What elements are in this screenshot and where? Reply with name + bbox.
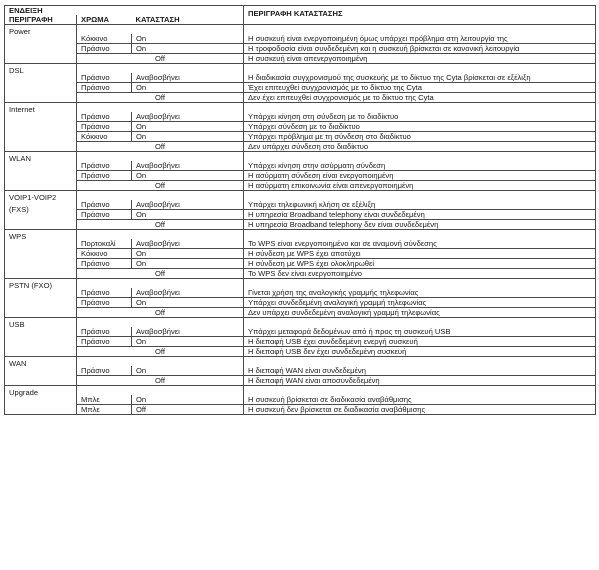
led-description-cell: Η συσκευή είναι ενεργοποιημένη όμως υπάρχει πρόβλημα στη λειτουργία της (244, 34, 596, 44)
header-status-description: ΠΕΡΙΓΡΑΦΗ ΚΑΤΑΣΤΑΣΗΣ (244, 6, 596, 25)
led-color-cell: Πράσινο (77, 337, 132, 347)
group-spacer (5, 25, 596, 35)
led-description-cell: Το WPS δεν είναι ενεργοποιημένο (244, 269, 596, 279)
table-row (5, 366, 596, 376)
table-row (5, 34, 596, 44)
led-description-cell: Η τροφοδοσία είναι συνδεδεμένη και η συσκευή βρίσκεται σε κανονική λειτουργία (244, 44, 596, 54)
table-row (5, 122, 596, 132)
group-spacer (5, 357, 596, 367)
led-description-cell: Υπάρχει μεταφορά δεδομένων από ή προς τη συσκευή USB (244, 327, 596, 337)
led-state-cell: Αναβοσβήνει (132, 288, 244, 298)
group-spacer (5, 318, 596, 328)
led-state-cell: Αναβοσβήνει (132, 239, 244, 249)
spacer-cell (244, 230, 596, 240)
spacer-cell (5, 386, 77, 415)
spacer-cell (244, 318, 596, 328)
spacer-cell (5, 64, 77, 103)
led-description-cell: Η σύνδεση με WPS έχει ολοκληρωθεί (244, 259, 596, 269)
led-state-cell: Off (132, 405, 244, 415)
spacer-cell (5, 279, 77, 318)
spacer-cell (5, 103, 77, 152)
indicator-name-line2: (FXS) (9, 205, 29, 214)
led-color-cell: Πράσινο (77, 44, 132, 54)
header-color: ΧΡΩΜΑ (77, 15, 132, 25)
led-description-cell: Η υπηρεσία Broadband telephony δεν είναι συνδεδεμένη (244, 220, 596, 230)
led-description-cell: Υπάρχει πρόβλημα με τη σύνδεση στο διαδίκτυο (244, 132, 596, 142)
table-row (5, 93, 596, 103)
spacer-cell (77, 357, 244, 367)
led-color-cell: Πράσινο (77, 298, 132, 308)
led-state-cell: On (132, 366, 244, 376)
table-row (5, 308, 596, 318)
spacer-cell (244, 152, 596, 162)
table-row (5, 171, 596, 181)
led-state-cell: Off (77, 347, 244, 357)
led-color-cell: Κόκκινο (77, 249, 132, 259)
spacer-cell (244, 103, 596, 113)
led-description-cell: Η διεπαφή WAN είναι αποσυνδεδεμένη (244, 376, 596, 386)
table-row (5, 210, 596, 220)
led-color-cell: Μπλε (77, 405, 132, 415)
led-state-cell: On (132, 34, 244, 44)
led-state-cell: On (132, 171, 244, 181)
spacer-cell (77, 64, 244, 74)
led-description-cell: Γίνεται χρήση της αναλογικής γραμμής τηλεφωνίας (244, 288, 596, 298)
led-state-cell: Αναβοσβήνει (132, 327, 244, 337)
led-description-cell: Η διεπαφή USB έχει συνδεδεμένη ενεργή συσκευή (244, 337, 596, 347)
led-state-cell: On (132, 44, 244, 54)
table-row (5, 405, 596, 415)
spacer-cell (244, 191, 596, 201)
led-description-cell: Η ασύρματη σύνδεση είναι ενεργοποιημένη (244, 171, 596, 181)
group-spacer (5, 230, 596, 240)
table-row (5, 337, 596, 347)
led-description-cell: Υπάρχει συνδεδεμένη αναλογική γραμμή τηλεφωνίας (244, 298, 596, 308)
table-row (5, 73, 596, 83)
led-state-cell: On (132, 83, 244, 93)
indicator-name: Power (9, 27, 31, 36)
spacer-cell (244, 357, 596, 367)
group-spacer (5, 64, 596, 74)
spacer-cell (5, 152, 77, 191)
indicator-name: PSTN (FXO) (9, 281, 53, 290)
led-description-cell: Υπάρχει κίνηση στην ασύρματη σύνδεση (244, 161, 596, 171)
table-row (5, 220, 596, 230)
led-table-body (5, 6, 596, 415)
spacer-cell (5, 191, 77, 230)
table-row (5, 239, 596, 249)
led-state-cell: Off (77, 93, 244, 103)
spacer-cell (244, 25, 596, 35)
led-state-cell: Off (77, 376, 244, 386)
group-spacer (5, 191, 596, 201)
group-spacer (5, 386, 596, 396)
table-row (5, 112, 596, 122)
led-color-cell: Πράσινο (77, 122, 132, 132)
led-state-cell: Off (77, 142, 244, 152)
led-state-cell: Off (77, 269, 244, 279)
led-state-cell: Αναβοσβήνει (132, 73, 244, 83)
led-color-cell: Πράσινο (77, 171, 132, 181)
table-row (5, 249, 596, 259)
spacer-cell (77, 386, 244, 396)
spacer-cell (244, 64, 596, 74)
table-row (5, 83, 596, 93)
table-row (5, 298, 596, 308)
table-row (5, 376, 596, 386)
table-row (5, 269, 596, 279)
led-color-cell: Πορτοκαλί (77, 239, 132, 249)
table-row (5, 347, 596, 357)
led-description-cell: Η διεπαφή USB δεν έχει συνδεδεμένη συσκευή (244, 347, 596, 357)
table-row (5, 259, 596, 269)
spacer-cell (77, 103, 244, 113)
led-state-cell: On (132, 259, 244, 269)
table-row (5, 132, 596, 142)
led-description-cell: Η σύνδεση με WPS έχει αποτύχει (244, 249, 596, 259)
led-color-cell: Πράσινο (77, 327, 132, 337)
led-description-cell: Η ασύρματη επικοινωνία είναι απενεργοποιημένη (244, 181, 596, 191)
led-color-cell: Πράσινο (77, 200, 132, 210)
led-description-cell: Δεν υπάρχει συνδεδεμένη αναλογική γραμμή τηλεφωνίας (244, 308, 596, 318)
table-row (5, 200, 596, 210)
table-row (5, 54, 596, 64)
led-description-cell: Δεν υπάρχει σύνδεση στο διαδίκτυο (244, 142, 596, 152)
led-description-cell: Έχει επιτευχθεί συγχρονισμός με το δίκτυο της Cyta (244, 83, 596, 93)
led-color-cell: Πράσινο (77, 83, 132, 93)
group-spacer (5, 103, 596, 113)
led-description-cell: Το WPS είναι ενεργοποιημένο και σε αναμονή σύνδεσης (244, 239, 596, 249)
header-row-1 (5, 6, 596, 16)
led-table (4, 5, 596, 415)
led-state-cell: On (132, 210, 244, 220)
group-spacer (5, 152, 596, 162)
led-description-cell: Η συσκευή είναι απενεργοποιημένη (244, 54, 596, 64)
led-state-cell: Αναβοσβήνει (132, 112, 244, 122)
table-row (5, 288, 596, 298)
spacer-cell (244, 386, 596, 396)
led-state-cell: Αναβοσβήνει (132, 161, 244, 171)
led-color-cell: Κόκκινο (77, 132, 132, 142)
spacer-cell (77, 230, 244, 240)
spacer-cell (77, 25, 244, 35)
led-description-cell: Η διεπαφή WAN είναι συνδεδεμένη (244, 366, 596, 376)
indicator-name: Internet (9, 105, 35, 114)
spacer-cell (5, 318, 77, 357)
led-description-cell: Η συσκευή δεν βρίσκεται σε διαδικασία αναβάθμισης (244, 405, 596, 415)
led-state-cell: On (132, 122, 244, 132)
header-state: ΚΑΤΑΣΤΑΣΗ (132, 15, 244, 25)
led-color-cell: Πράσινο (77, 161, 132, 171)
led-description-cell: Η διαδικασία συγχρονισμού της συσκευής με το δίκτυο της Cyta βρίσκεται σε εξέλιξη (244, 73, 596, 83)
table-row (5, 395, 596, 405)
indicator-name: DSL (9, 66, 24, 75)
led-color-cell: Πράσινο (77, 366, 132, 376)
table-row (5, 44, 596, 54)
led-description-cell: Η υπηρεσία Broadband telephony είναι συνδεδεμένη (244, 210, 596, 220)
table-row (5, 161, 596, 171)
header-description: ΠΕΡΙΓΡΑΦΗ (5, 15, 77, 25)
led-description-cell: Δεν έχει επιτευχθεί συγχρονισμός με το δίκτυο της Cyta (244, 93, 596, 103)
table-row (5, 142, 596, 152)
header-indication: ΕΝΔΕΙΞΗ (5, 6, 244, 16)
led-state-cell: On (132, 249, 244, 259)
led-description-cell: Υπάρχει κίνηση στη σύνδεση με το διαδίκτυο (244, 112, 596, 122)
led-color-cell: Μπλε (77, 395, 132, 405)
led-color-cell: Πράσινο (77, 288, 132, 298)
led-color-cell: Πράσινο (77, 259, 132, 269)
spacer-cell (5, 25, 77, 64)
led-state-cell: Αναβοσβήνει (132, 200, 244, 210)
led-state-cell: Off (77, 308, 244, 318)
led-state-cell: On (132, 298, 244, 308)
led-state-cell: Off (77, 220, 244, 230)
table-row (5, 181, 596, 191)
led-state-cell: Off (77, 181, 244, 191)
led-state-cell: Off (77, 54, 244, 64)
spacer-cell (77, 152, 244, 162)
led-status-table (4, 5, 595, 415)
led-color-cell: Πράσινο (77, 112, 132, 122)
spacer-cell (77, 279, 244, 289)
spacer-cell (5, 357, 77, 386)
spacer-cell (244, 279, 596, 289)
spacer-cell (77, 191, 244, 201)
indicator-name: Upgrade (9, 388, 39, 397)
led-color-cell: Πράσινο (77, 73, 132, 83)
group-spacer (5, 279, 596, 289)
spacer-cell (5, 230, 77, 279)
spacer-cell (77, 318, 244, 328)
led-color-cell: Πράσινο (77, 210, 132, 220)
led-description-cell: Υπάρχει τηλεφωνική κλήση σε εξέλιξη (244, 200, 596, 210)
indicator-name: USB (9, 320, 25, 329)
led-color-cell: Κόκκινο (77, 34, 132, 44)
indicator-name: WAN (9, 359, 27, 368)
indicator-name: WPS (9, 232, 27, 241)
led-state-cell: On (132, 337, 244, 347)
led-description-cell: Η συσκευή βρίσκεται σε διαδικασία αναβάθμισης (244, 395, 596, 405)
indicator-name: VOIP1-VOIP2 (9, 193, 57, 202)
led-state-cell: On (132, 132, 244, 142)
led-description-cell: Υπάρχει σύνδεση με το διαδίκτυο (244, 122, 596, 132)
indicator-name: WLAN (9, 154, 31, 163)
led-state-cell: On (132, 395, 244, 405)
table-row (5, 327, 596, 337)
